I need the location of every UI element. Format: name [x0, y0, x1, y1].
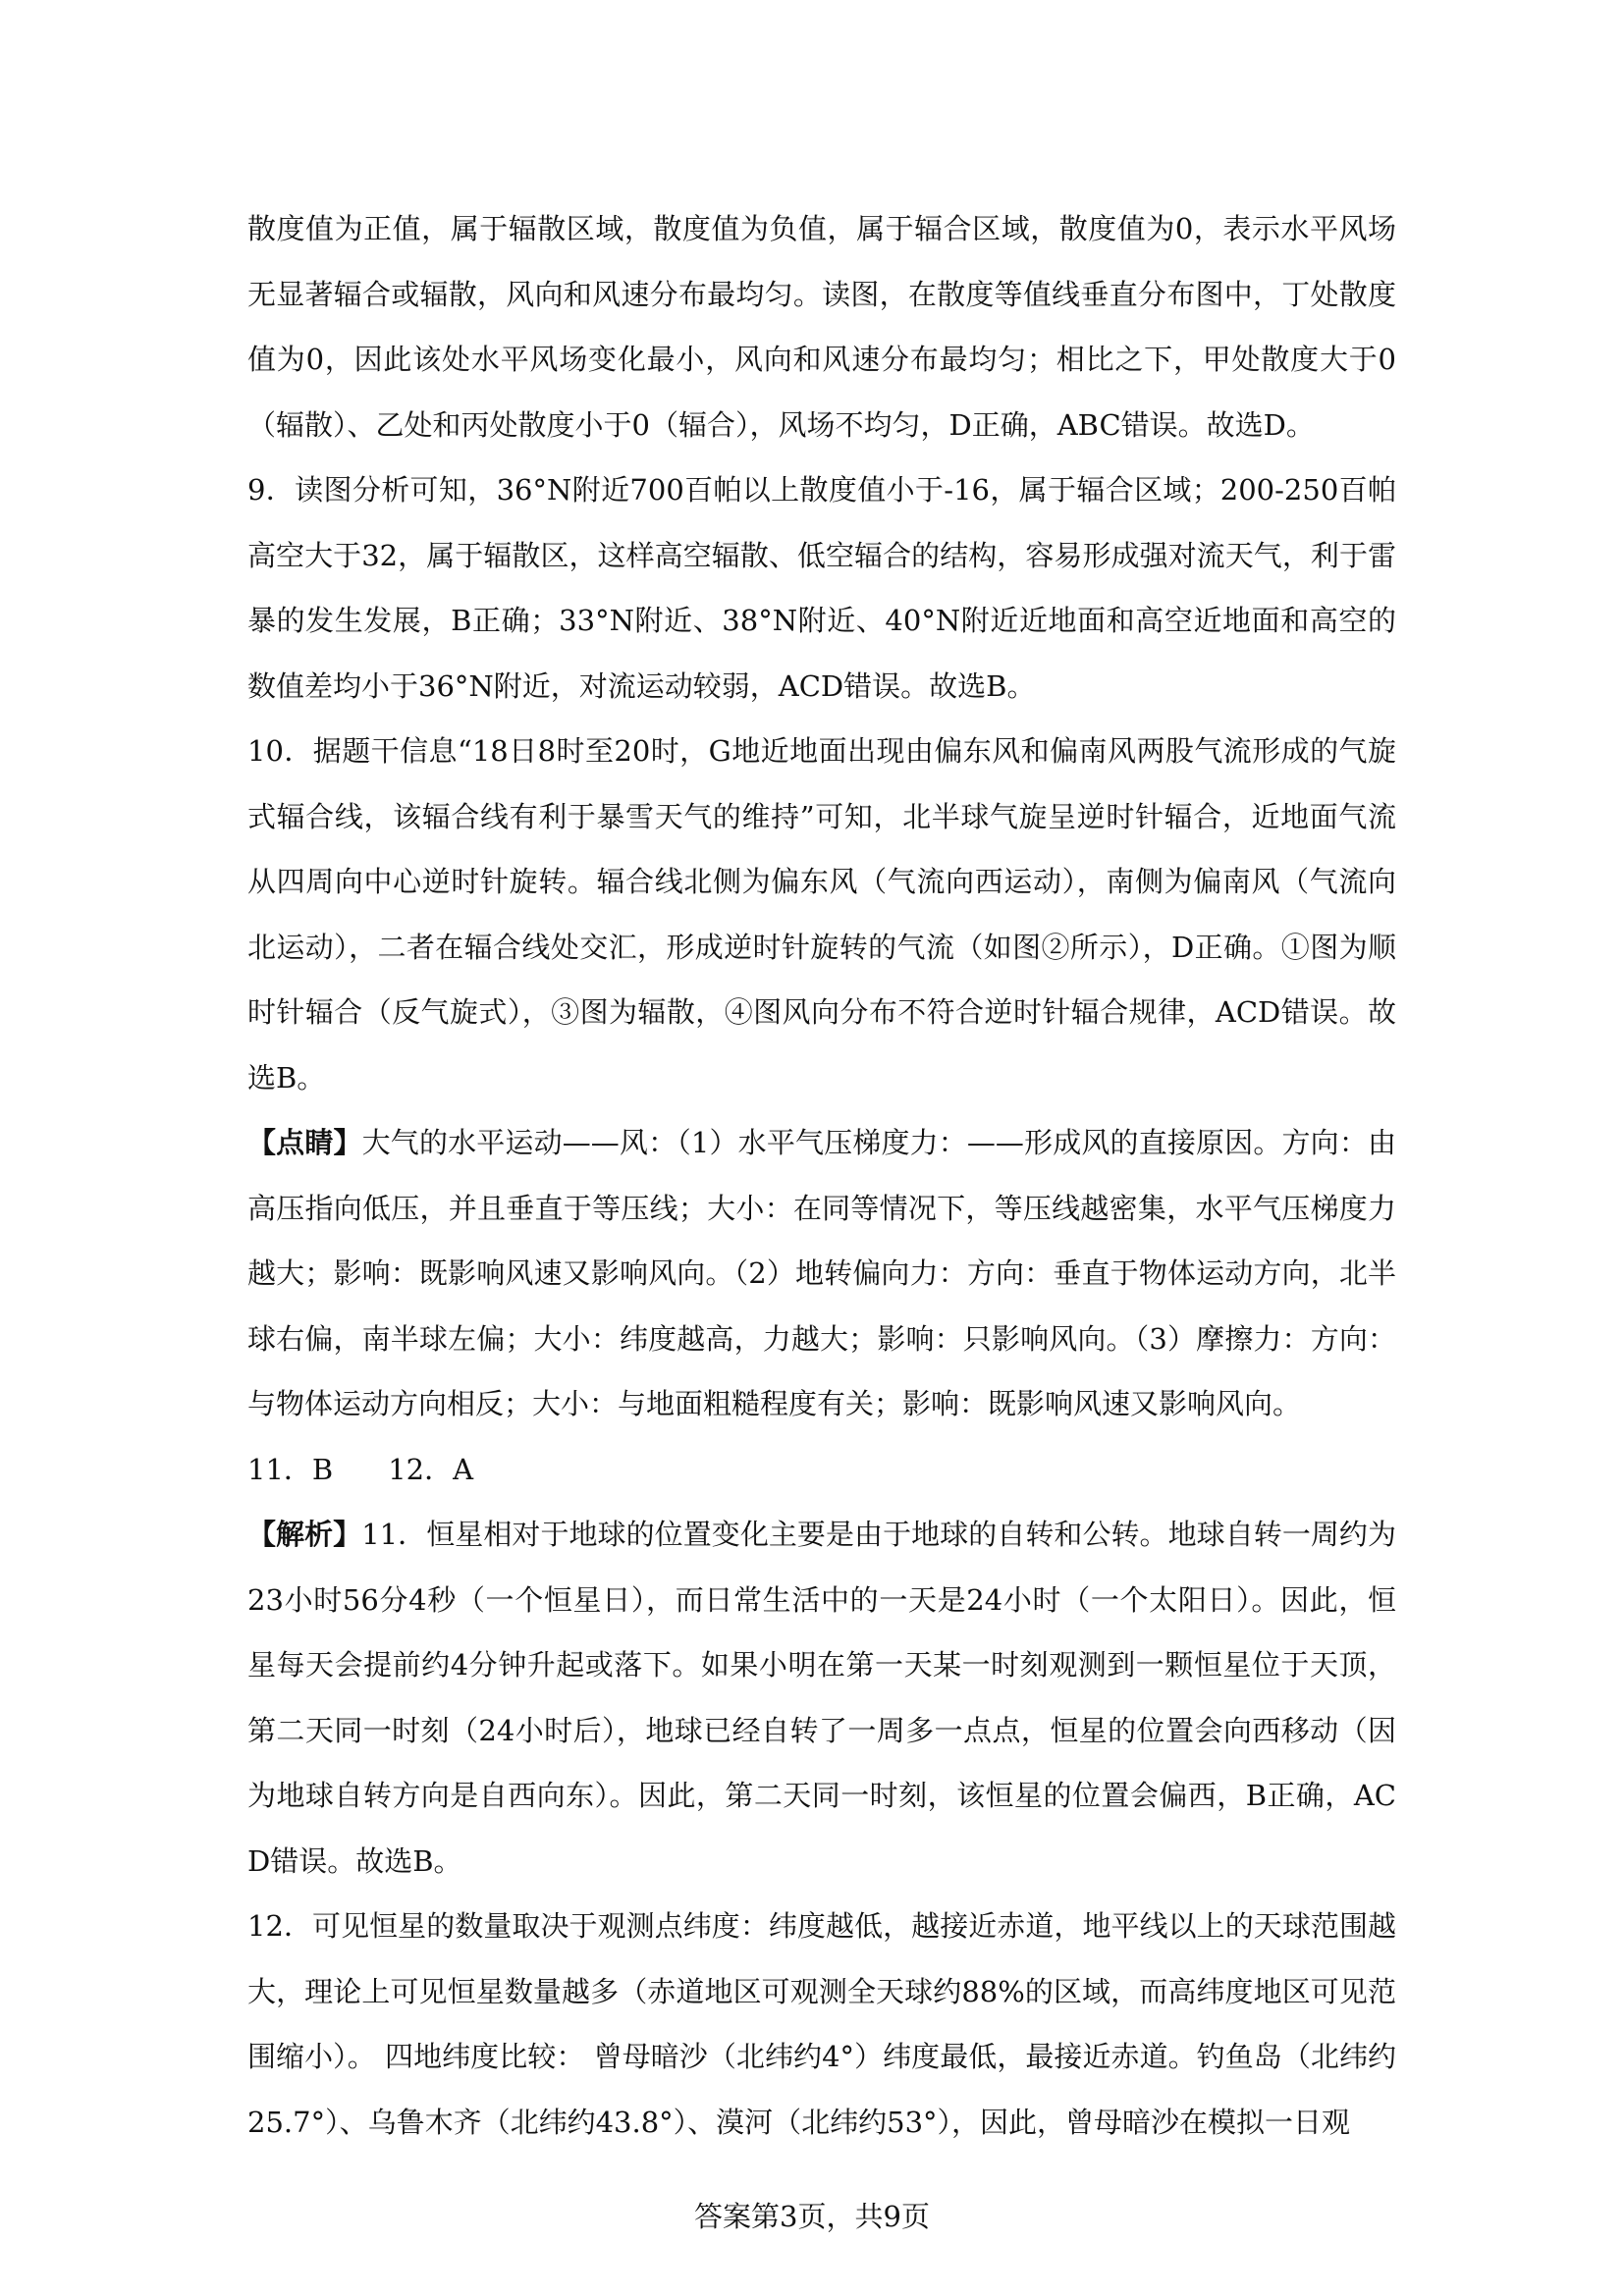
paragraph-analysis-11: [247, 1502, 1396, 1894]
answer-12: 12．A: [388, 1452, 474, 1486]
paragraph-question-12: 12．可见恒星的数量取决于观测点纬度：纬度越低，越接近赤道，地平线以上的天球范围越大，理论上可见恒星数量越多（赤道地区可观测全天球约88%的区域，而高纬度地区可见范围缩小）。 四地纬度比较： 曾母暗沙（北纬约4°）纬度最低，最接近赤道。钓鱼岛（北纬约25.7°）、乌鲁木齐（北纬约43.8°）、漠河（北纬约53°），因此，曾母暗沙在模拟一日观: [247, 1909, 1396, 2139]
paragraph-divergence-explanation: 散度值为正值，属于辐散区域，散度值为负值，属于辐合区域，散度值为0，表示水平风场无显著辐合或辐散，风向和风速分布最均匀。读图，在散度等值线垂直分布图中，丁处散度值为0，因此该处水平风场变化最小，风向和风速分布最均匀；相比之下，甲处散度大于0（辐散）、乙处和丙处散度小于0（辐合），风场不均匀，D正确，ABC错误。故选D。: [247, 212, 1396, 442]
paragraph-question-10: 10．据题干信息“18日8时至20时，G地近地面出现由偏东风和偏南风两股气流形成的气旋式辐合线，该辐合线有利于暴雪天气的维持”可知，北半球气旋呈逆时针辐合，近地面气流从四周向中心逆时针旋转。辐合线北侧为偏东风（气流向西运动），南侧为偏南风（气流向北运动），二者在辐合线处交汇，形成逆时针旋转的气流（如图②所示），D正确。①图为顺时针辐合（反气旋式），③图为辐散，④图风向分布不符合逆时针辐合规律，ACD错误。故选B。: [247, 734, 1396, 1095]
page-footer: 答案第3页，共9页: [694, 2200, 930, 2233]
answer-content: [247, 196, 1396, 2155]
paragraph-key-point: [247, 1110, 1396, 1437]
key-point-label: 【点睛】: [247, 1126, 362, 1159]
paragraph-question-9: 9．读图分析可知，36°N附近700百帕以上散度值小于-16，属于辐合区域；200-250百帕高空大于32，属于辐散区，这样高空辐散、低空辐合的结构，容易形成强对流天气，利于雷暴的发生发展，B正确；33°N附近、38°N附近、40°N附近近地面和高空近地面和高空的数值差均小于36°N附近，对流运动较弱，ACD错误。故选B。: [247, 473, 1396, 703]
key-point-text: 大气的水平运动——风：（1）水平气压梯度力：——形成风的直接原因。方向：由高压指向低压，并且垂直于等压线；大小：在同等情况下，等压线越密集，水平气压梯度力越大；影响：既影响风速又影响风向。（2）地转偏向力：方向：垂直于物体运动方向，北半球右偏，南半球左偏；大小：纬度越高，力越大；影响：只影响风向。（3）摩擦力：方向：与物体运动方向相反；大小：与地面粗糙程度有关；影响：既影响风速又影响风向。: [247, 1126, 1396, 1420]
analysis-label: 【解析】: [247, 1518, 362, 1551]
answer-line-11-12: [247, 1437, 1396, 1503]
analysis-11-text: 11．恒星相对于地球的位置变化主要是由于地球的自转和公转。地球自转一周约为23小时56分4秒（一个恒星日），而日常生活中的一天是24小时（一个太阳日）。因此，恒星每天会提前约4分钟升起或落下。如果小明在第一天某一时刻观测到一颗恒星位于天顶，第二天同一时刻（24小时后），地球已经自转了一周多一点点，恒星的位置会向西移动（因为地球自转方向是自西向东）。因此，第二天同一时刻，该恒星的位置会偏西，B正确，ACD错误。故选B。: [247, 1518, 1396, 1878]
answer-11: 11．B: [247, 1452, 334, 1486]
